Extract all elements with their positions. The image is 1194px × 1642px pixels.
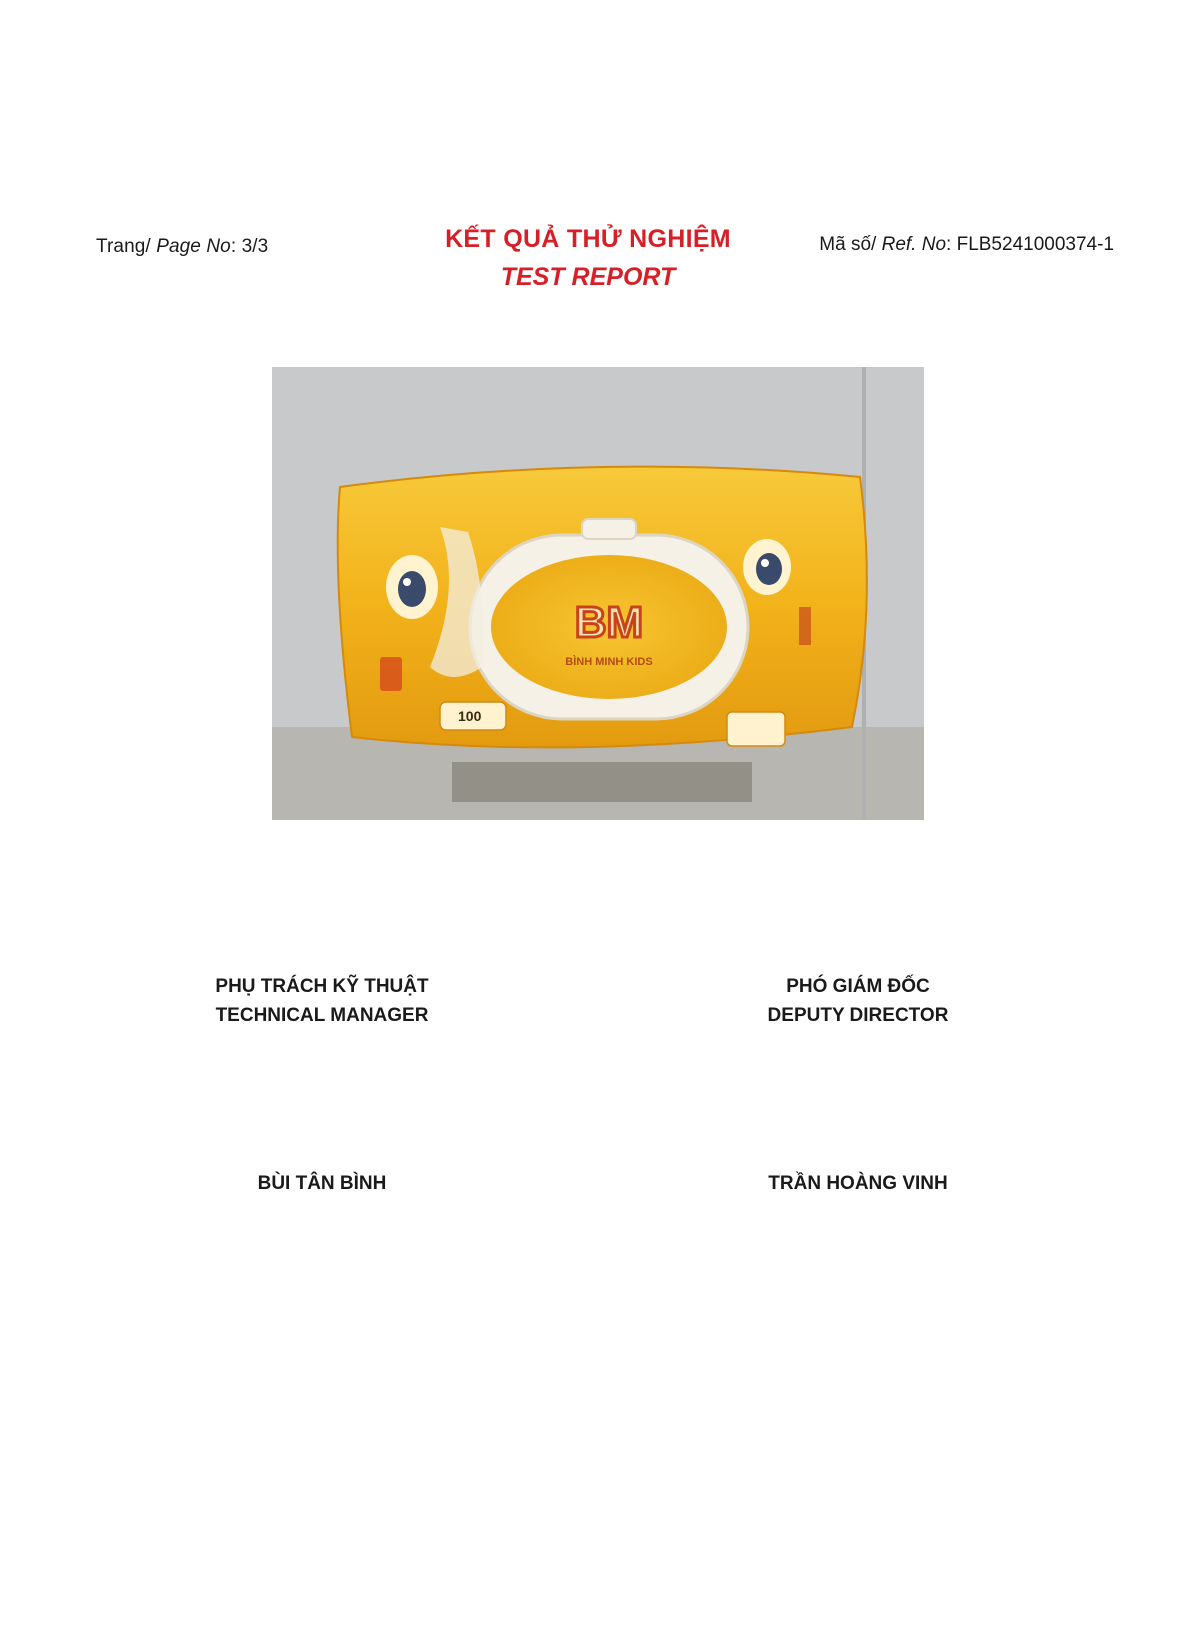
signature-block-deputy-director (658, 972, 1058, 1030)
reference-number (819, 234, 1114, 256)
signatory-title-vn: PHỤ TRÁCH KỸ THUẬT (215, 976, 429, 997)
count-badge-text: 100 (458, 708, 482, 724)
page-label-vn: Trang/ (96, 236, 157, 257)
ref-label-vn: Mã số/ (819, 234, 882, 255)
brand-logo-text: BM (574, 598, 644, 647)
page-label-en: Page No (156, 236, 231, 257)
signatory-title-en: DEPUTY DIRECTOR (767, 1005, 949, 1026)
signatory-name-deputy-director: TRẦN HOÀNG VINH (768, 1173, 948, 1194)
signature-block-technical-manager (122, 972, 522, 1030)
title-english: TEST REPORT (500, 263, 676, 291)
signatory-title-en: TECHNICAL MANAGER (215, 1005, 429, 1026)
report-title (430, 222, 746, 294)
signatory-title-vn: PHÓ GIÁM ĐỐC (786, 976, 930, 997)
wet-wipes-pack-image (272, 367, 924, 820)
report-header (0, 222, 1194, 302)
brand-sub-text: BÌNH MINH KIDS (565, 656, 653, 668)
ref-value: : FLB5241000374-1 (946, 234, 1114, 255)
ref-label-en: Ref. No (881, 234, 947, 255)
page-value: : 3/3 (230, 236, 269, 257)
title-vietnamese: KẾT QUẢ THỬ NGHIỆM (445, 225, 731, 253)
product-photo (272, 367, 924, 820)
page-number (96, 236, 268, 258)
signatory-name-technical-manager: BÙI TÂN BÌNH (257, 1173, 387, 1194)
